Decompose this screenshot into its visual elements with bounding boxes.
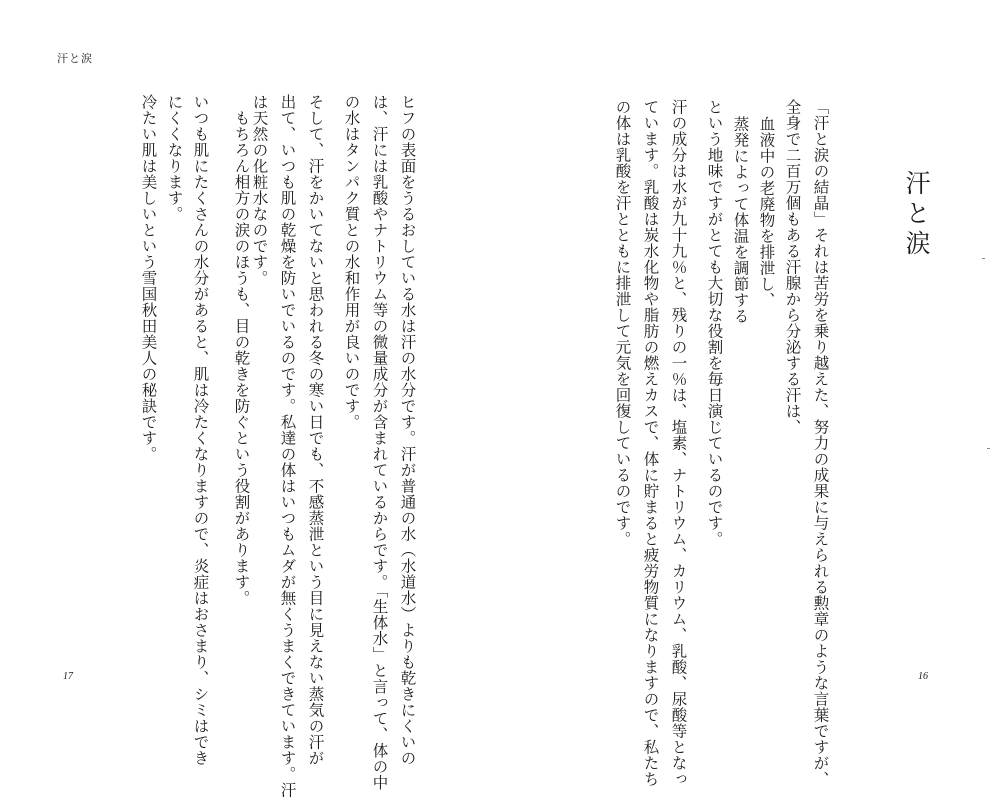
text-column: 「汗と涙の結晶」それは苦労を乗り越えた、努力の成果に与えられる勲章のような言葉ですが、 [811,99,830,787]
text-column: もちろん相方の涙のほうも、目の乾きを防ぐという役割があります。 [232,110,251,606]
text-column: 冷たい肌は美しいという雪国秋田美人の秘訣です。 [139,94,158,462]
text-column: 出て、いつも肌の乾燥を防いでいるのです。私達の体はいつもムダが無くうまくできています。汗 [278,94,297,798]
text-column: は、汗には乳酸やナトリウム等の微量成分が含まれているからです。「生体水」と言って、体の中 [370,94,389,791]
text-column: そして、汗をかいてないと思われる冬の寒い日でも、不感蒸泄という目に見えない蒸気の汗が [306,94,325,766]
text-column: 血液中の老廃物を排泄し、 [757,116,776,308]
page-number: 17 [63,671,73,682]
text-column: という地味ですがとても大切な役割を毎日演じているのです。 [705,99,724,547]
text-column: ヒフの表面をうるおしている水は汗の水分です。汗が普通の水（水道水）よりも乾きにくいの [398,94,417,766]
text-column: にくくなります。 [165,94,184,222]
chapter-title: 汗と涙 [902,170,931,260]
text-column: 全身で二百万個もある汗腺から分泌する汗は、 [783,99,802,435]
running-head: 汗と涙 [57,52,93,65]
page-number: 16 [918,671,928,682]
text-column: 汗の成分は水が九十九％と、残りの一％は、塩素、ナトリウム、カリウム、乳酸、尿酸等となっ [669,99,688,787]
text-column: の水はタンパク質との水和作用が良いのです。 [342,94,361,430]
scan-mark [987,448,990,449]
scan-mark [982,258,985,259]
text-column: の体は乳酸を汗とともに排泄して元気を回復しているのです。 [613,99,632,547]
text-column: 蒸発によって体温を調節する [731,116,750,324]
text-column: ています。乳酸は炭水化物や脂肪の燃えカスで、体に貯まると疲労物質になりますので、私たち [641,99,660,787]
text-column: は天然の化粧水なのです。 [250,94,269,286]
right-page [500,0,1000,787]
text-column: いつも肌にたくさんの水分があると、肌は冷たくなりますので、炎症はおさまり、シミはでき [191,94,210,766]
